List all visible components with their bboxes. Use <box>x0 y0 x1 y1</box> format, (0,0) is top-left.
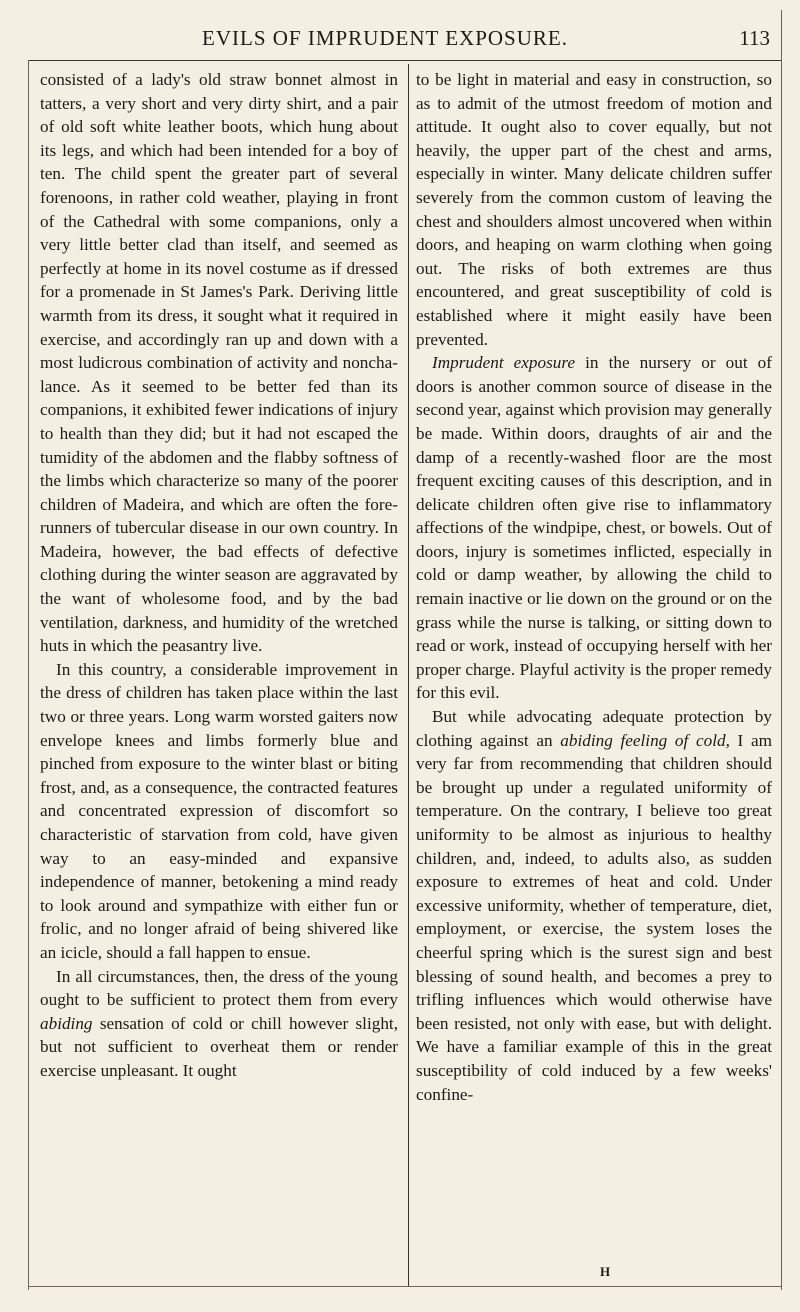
paragraph-text: But while advocating adequate protection by clothing against an <box>416 707 772 750</box>
paragraph-text: sensation of cold or chill however slight, but not sufficient to overheat them or render exercise unpleasant. It ought <box>40 1013 398 1080</box>
italic-emphasis: Imprudent exposure <box>432 353 576 373</box>
left-column <box>40 68 398 1083</box>
paragraph-text: In all circumstances, then, the dress of the young ought to be sufficient to protect them from every <box>40 966 398 1010</box>
right-margin-rule <box>781 10 782 1290</box>
paragraph <box>40 965 398 1083</box>
left-margin-rule <box>28 60 29 1290</box>
paragraph: In this country, a considerable improvement in the dress of children has taken place within the last two or three years. Long warm worsted gaiters now envelope knees and limbs formerly blue and pinched from exposure to the winter blast or biting frost, and, as a consequence, the contracted features and concentrated expression of discomfort so characteristic of starvation from cold, have given way to an easy-minded and expansive independence of manner, betokening a mind ready to look around and sympathize with either fun or frolic, and no longer afraid of being shivered like an icicle, should a fall happen to ensue. <box>40 659 398 962</box>
running-title: EVILS OF IMPRUDENT EXPOSURE. <box>202 26 568 50</box>
paragraph-text: in the nursery or out of doors is another common source of disease in the second year, against which provision may generally be made. Within doors, draughts of air and the damp of a recently-washed floor are the most frequent exciting causes of this description, and in delicate children often give rise to inflammatory affections of the windpipe, chest, or bowels. Out of doors, injury is sometimes inflicted, especially in cold or damp weather, by allowing the child to remain inactive or lie down on the ground or on the grass while the nurse is talking, or sitting down to read or work, instead of occupying herself with her proper charge. Playful activity is the proper remedy for this evil. <box>416 353 772 703</box>
paragraph: to be light in material and easy in construction, so as to admit of the utmost freedom of motion and attitude. It ought also to cover equally, but not heavily, the upper part of the chest and arms, especially in winter. Many delicate children suffer severely from the common custom of leaving the chest and shoulders almost uncovered when within doors, and heaping on warm clothing when going out. The risks of both extremes are thus encountered, and great susceptibility of cold is established where it might easily have been prevented. <box>416 70 772 349</box>
column-divider <box>408 64 409 1286</box>
page-header <box>40 20 770 60</box>
page-number: 113 <box>739 26 770 50</box>
bottom-rule <box>28 1286 782 1287</box>
right-column <box>416 68 772 1106</box>
signature-mark: H <box>600 1264 611 1279</box>
paragraph <box>416 705 772 1106</box>
paragraph: consisted of a lady's old straw bonnet almost in tatters, a very short and very dirty shirt, and a pair of old soft white leather boots, which hung about its legs, and which had been intended for a boy of ten. The child spent the greater part of several forenoons, in rather cold weather, playing in front of the Cathedral with some companions, only a very little better clad than itself, and seemed as perfectly at home in its novel costume as if dressed for a promenade in St James's Park. Deriving little warmth from its dress, it sought what it required in exercise, and accordingly ran up and down with a most ludicrous combination of activity and nonchalance. As it seemed to be better fed than its companions, it exhibited fewer indications of injury to health than they did; but it had not escaped the tumidity of the abdomen and the flabby softness of the limbs which characterize so many of the poorer children of Madeira, and which are often the forerunners of tubercular disease in our own country. In Madeira, however, the bad effects of defective clothing during the winter season are aggravated by the want of wholesome food, and by the bad ventilation, darkness, and humidity of the wretched huts in which the peasantry live. <box>40 70 398 656</box>
paragraph <box>416 351 772 705</box>
paragraph-text: I am very far from recommending that children should be brought up under a regulated uniformity of temperature. On the contrary, I believe too great uniformity to be almost as injurious to healthy children, and, indeed, to adults also, as sudden exposure to extremes of heat and cold. Under excessive uniformity, whether of temperature, diet, employment, or exercise, the system loses the cheerful spring which is the surest sign and best blessing of sound health, and becomes a prey to trifling influences which would otherwise have been resisted, not only with ease, but with delight. We have a familiar example of this in the great susceptibility of cold induced by a few weeks' confine- <box>416 730 772 1104</box>
italic-emphasis: abiding feeling of cold, <box>560 730 730 750</box>
top-rule <box>28 60 782 61</box>
italic-emphasis: abiding <box>40 1013 93 1033</box>
